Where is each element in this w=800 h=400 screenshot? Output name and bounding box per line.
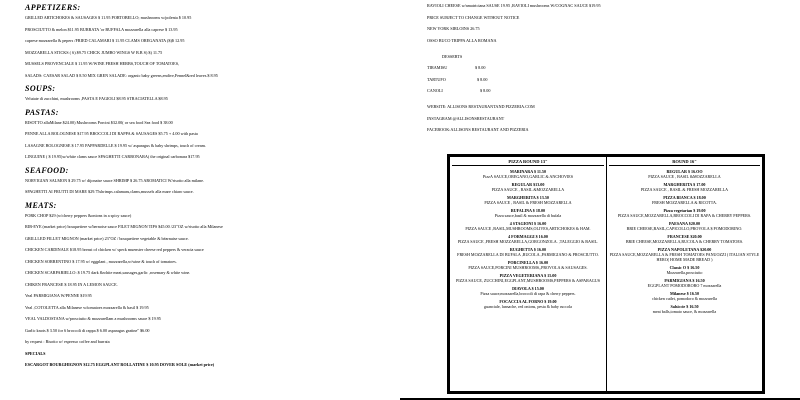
osso-buco-line: OSSO BUCO TRIPPA ALLA ROMANA <box>427 37 497 43</box>
dessert-price: $ 8.00 <box>480 88 491 93</box>
right-menu-column <box>427 3 772 133</box>
menu-line: PROSCIUTTO & melon $11.95 BURRATA 'or BUFFALA mozzarella alla caprese $ 13.95 <box>25 26 178 32</box>
pizza-desc: BRIE CHEESE,BASIL,CAPICOLLO,PROVOLA $ POMODORINO. <box>626 226 743 231</box>
pizza-table <box>447 154 765 394</box>
pizza-round-16-column <box>606 157 762 391</box>
menu-line: by request : Risotto w/ espresso coffee and burrata <box>25 339 110 344</box>
pizza-name: 4 FORMAGGI $ 16.00 <box>508 234 548 239</box>
appetizers-heading: APPETIZERS: <box>25 3 81 12</box>
pastas-heading: PASTAS: <box>25 107 59 117</box>
pizza-name: 4 STAGIONI $ 16.00 <box>509 221 547 226</box>
menu-line: VEAL VALDOSTANA w/prosciutto & mozzarellam a mushrooms sauce $ 19.95 <box>25 316 161 321</box>
pizza-name: FRANCESE $20.00 <box>667 234 702 239</box>
pizza-name: Milanese $ 16.50 <box>670 291 699 296</box>
facebook-line: FACEBOOK:ALLISONS RESTAURANT AND PIZZERIA <box>427 127 529 132</box>
pizza-desc: FRESH MOZZARELLA DI BUFALA ,RUCOLA.,PARMIGIANO & PROSCIUTTO. <box>457 252 599 257</box>
pizza-desc: guanciale, lunsache, red onions, pesta & baby ruccola <box>484 304 572 309</box>
pizza-name: Classic O $ 16.50 <box>669 265 700 270</box>
pizza-name: PIZZA NAPOLETANA $20.00 <box>657 247 712 252</box>
pizza-name: DIAVOLA $ 15.00 <box>512 286 544 291</box>
seafood-heading: SEAFOOD: <box>25 165 69 175</box>
pizza-name: PAESANA $20.00 <box>668 221 701 226</box>
pizza-name: RUGHETTA $ 16.00 <box>509 247 547 252</box>
menu-line: CHICKEN SCARPARIELLO: $ 19.75 dark &white meat,sausages,garlic ,rosemary & white wine. <box>25 270 191 275</box>
menu-line: RIB-EYE (market price) bouquetiere w/bernoise sauce FILET MIGNON TIPS $45.00 /23"OZ w/risotto alla Milanese <box>25 224 223 229</box>
pizza-name: REGULAR $ 16.OO <box>666 169 703 174</box>
menu-line: Velutate di zucchini, mushrooms ,PASTA E FAGIOLI $8.95 STRACIATELLA $8.95 <box>25 96 168 101</box>
pizza-name: PIZZA VEGETERIANA $ 15.00 <box>499 273 557 278</box>
pizza-name: PORCINELLA $ 16.00 <box>507 260 549 265</box>
pizza-desc: BRIE CHEESE,MOZZARELLA,RUCOLA & CHERRY TOMATOES. <box>625 239 744 244</box>
menu-line: LINGUINE ( $ 19.95)w/white clams sauce SPAGHETTI CARBONARA( the original carbonara $17.95 <box>25 154 200 159</box>
pizza-desc: PIZZA SAUCE,MOZZARELLA & FRESH TOMATOES PANUOZZI ( ITALIAN STYLE HERO( HOME MADE BREAD ) <box>609 252 760 262</box>
pizza-desc: Pizza sauce,mozzarella,broccoli di rapa & cherry peppers. <box>480 291 576 296</box>
menu-line: MUSSELS PROVENCIALE $ 11.95 W/WINE FRESH HERBS,TOUCH OF TOMATOES, <box>25 61 180 66</box>
pizza-desc: PIZZA SAUCE ,FRESH MOZZARELLA,GORGONZOLA. ,TALEGGIO & BASIL. <box>457 239 599 244</box>
website-line: WEBSITE: ALLISONS RESTAURANTAND PIZZERIA.COM <box>427 104 535 109</box>
menu-line: PORK CHOP $29 (w/cherry peppers &onions in a spicy sauce) <box>25 212 132 218</box>
menu-line: LASAGNE BOLOGNESE $ 17.95 PAPPARDELLE $ 19.95 w/ asparagus & baby shrimps, touch of cream. <box>25 142 206 148</box>
pizza-name: MARINARA $ 11.50 <box>509 169 547 174</box>
pizza-desc: Mozzarella,prosciutto <box>666 270 703 275</box>
pizza-name: REGULAR $13.00 <box>511 182 545 187</box>
pizza-desc: PIZZA SAUCE , BASIL &MOZZARELLA <box>648 174 721 179</box>
pizza-desc: PIZZA SAUCE, ZUCCHINI,EGGPLANT,MUSHROOMS,PEPPERS & ASPARAGUS <box>456 278 600 283</box>
menu-line: Veal ,COTOLETTA alla Milanese w/tomatoes mozzarella & basil $ 19.95 <box>25 304 149 310</box>
menu-line: Veal PARMIGIANA W/PENNE $19.95 <box>25 293 92 298</box>
dessert-name: TARTUFO <box>427 76 446 82</box>
pizza-desc: PIZZA SAUCE,PORCINI MUSHROOMS,,PROVOLA & SAUSAGES. <box>468 265 588 270</box>
pizza-name: PARMIGIANA $ 16.50 <box>664 278 705 283</box>
dessert-name: CANOLI <box>427 88 443 93</box>
pizza-desc: chicken cutlet, pomodoro & mozzarella <box>652 296 717 301</box>
dessert-price: $ 8.00 <box>475 65 486 70</box>
menu-line: caprese mozzarella & pepers /FRIED CALAMARI $ 11.95 CLAMS OREGANATA ($)$ 12.95 <box>25 38 185 43</box>
menu-line: CHICKEN CARDINALE $18.95 breast of chicken w/ speck muenster cheese red peppers & veracia sauce <box>25 247 204 252</box>
meats-heading: MEATS: <box>25 200 57 210</box>
pizza-desc: PIZZA SAUCE,MOZZARELLA,BROCCOLI DI RAPA & CHERRY PEPPERS. <box>617 213 752 218</box>
pizza-desc: EGGPLANT POMODORORO 7 mozzarella <box>647 283 722 288</box>
pizza-name: Salsiccie $ 16.50 <box>670 304 699 309</box>
soups-heading: SOUPS: <box>25 84 56 93</box>
pizza-name: MARGHERITA $ 17.00 <box>663 182 706 187</box>
pizza-desc: PIZZA SAUCE ,BASIL,MUSHROOMS,OLIVES,ARTICHOKES & HAM. <box>465 226 591 231</box>
pizza-round-13-title: PIZZA ROUND 13" <box>452 159 604 166</box>
menu-line: Garlic knots $ 3.50 for 6 broccoli di rappa $ 6.00 asparagus gratine" $6.00 <box>25 327 150 333</box>
pizza-name: PIZZA BIANCA $ 18.00 <box>663 195 706 200</box>
menu-line: GRILLLED FILLET MIGNON (market price) 23"OZ / bouquetiere vegetable & béarnaise sauce. <box>25 235 189 241</box>
sirloin-line: NEW YORK SIRLOINS 26.75 <box>427 26 480 31</box>
menu-line: SPAGHETTI AI FRUTTI DI MARE $29.75shrimps.calamaru,clams,mussels alla mare chiaro sauce. <box>25 189 194 194</box>
menu-line: CHICKEN SORRENTINO $ 17.95 w/ eggplant , mozzarella,w/wine & touch of tomatoes. <box>25 258 177 264</box>
price-notice: PRICE SUBJECT TO CHANGE WITHOUT NOTICE <box>427 14 520 20</box>
pizza-name: MARGHERITA $ 13.50 <box>507 195 549 200</box>
pizza-desc: FRESH MOZZARELLA & RICOTTA. <box>652 200 717 205</box>
menu-line: PENNE ALLA BOLOGNESE $17.95 BROCCOLI DI RAPPA & SAUSAGES $5.75 + 4.00 with pasta <box>25 131 198 136</box>
dessert-price: $ 8.00 <box>477 76 488 82</box>
pizza-desc: PIZZA SAUCE , BASIL & FRESH MOZZARELLA <box>484 200 572 205</box>
specials-heading: SPECIALS <box>25 350 46 356</box>
menu-line: RISOTTO allaMilane $24.00) Mushrooms Porcini $32.00( or sea food Sea food $ 38.00 <box>25 119 173 125</box>
menu-line: CHIKEN FRANCESE $ 18.95 IN A LEMON SAUCE. <box>25 281 118 287</box>
pizza-name: FOCACCIA AL FORNO $ 19.00 <box>499 299 557 304</box>
dessert-name: TIRAMISU <box>427 65 448 70</box>
ravioli-line: RAVIOLI CHEESE w/amatriciana SAUSE 19.95 ,RAVIOLI mushrooms W/COGNAC SAUCE $19.95 <box>427 3 601 8</box>
left-menu-column <box>25 3 405 368</box>
pizza-name: BUFALINA $ 18.00 <box>510 208 546 213</box>
menu-line: NORVIGIAN SALMON $ 29.75 w/ dijonaise sauce SHRIMP $ 26.75 AROMATICI W/risotto alla milane. <box>25 177 205 183</box>
specials-line: ESCARGOT BOURGHIGNON $12.75 EGGPLANT ROLLATINE $ 10.95 DOVER SOLE (market price) <box>25 362 215 367</box>
pizza-desc: meat balls,tomato sauce, & mozzarella <box>652 309 717 314</box>
pizza-round-16-title: ROUND 16" <box>609 159 760 166</box>
pizza-desc: PizzA SAUCE,OREGANO,GARLIC & ANCHOVIES <box>482 174 574 179</box>
menu-line: GRILLED ARTICHOKES & SAUSAGES $ 11.95 PORTOBELLO; mushrooms w/polenta $ 10.95 <box>25 15 192 20</box>
pizza-round-13-column <box>450 157 606 391</box>
pizza-name: Pizza vegetarian $ 19.00 <box>663 208 706 213</box>
pizza-desc: PIZZA SAUCE , BASIL &MOZZARELLA <box>491 187 565 192</box>
instagram-line: INSTAGRAM:@ALLISONSRESTAURANT <box>427 115 505 121</box>
menu-line: MOZZARELLA STICKS ( 6) $9.75 CHICK JUMBO WINGS W B.B S) $) 11.75 <box>25 49 163 55</box>
menu-line: SALADS: CAESAR SALAD $ 8.50 MIX GREN SALADE: organic baby greens,endive,Fennel&red leaves.$ 8.95 <box>25 72 218 78</box>
pizza-desc: PIZZA SAUCE , BASIL & FRESH MOZZARELLA <box>640 187 729 192</box>
desserts-heading: DESSERTS <box>442 53 463 59</box>
pizza-desc: Pizza sauce,basil & mozzarella di bufala <box>494 213 562 218</box>
